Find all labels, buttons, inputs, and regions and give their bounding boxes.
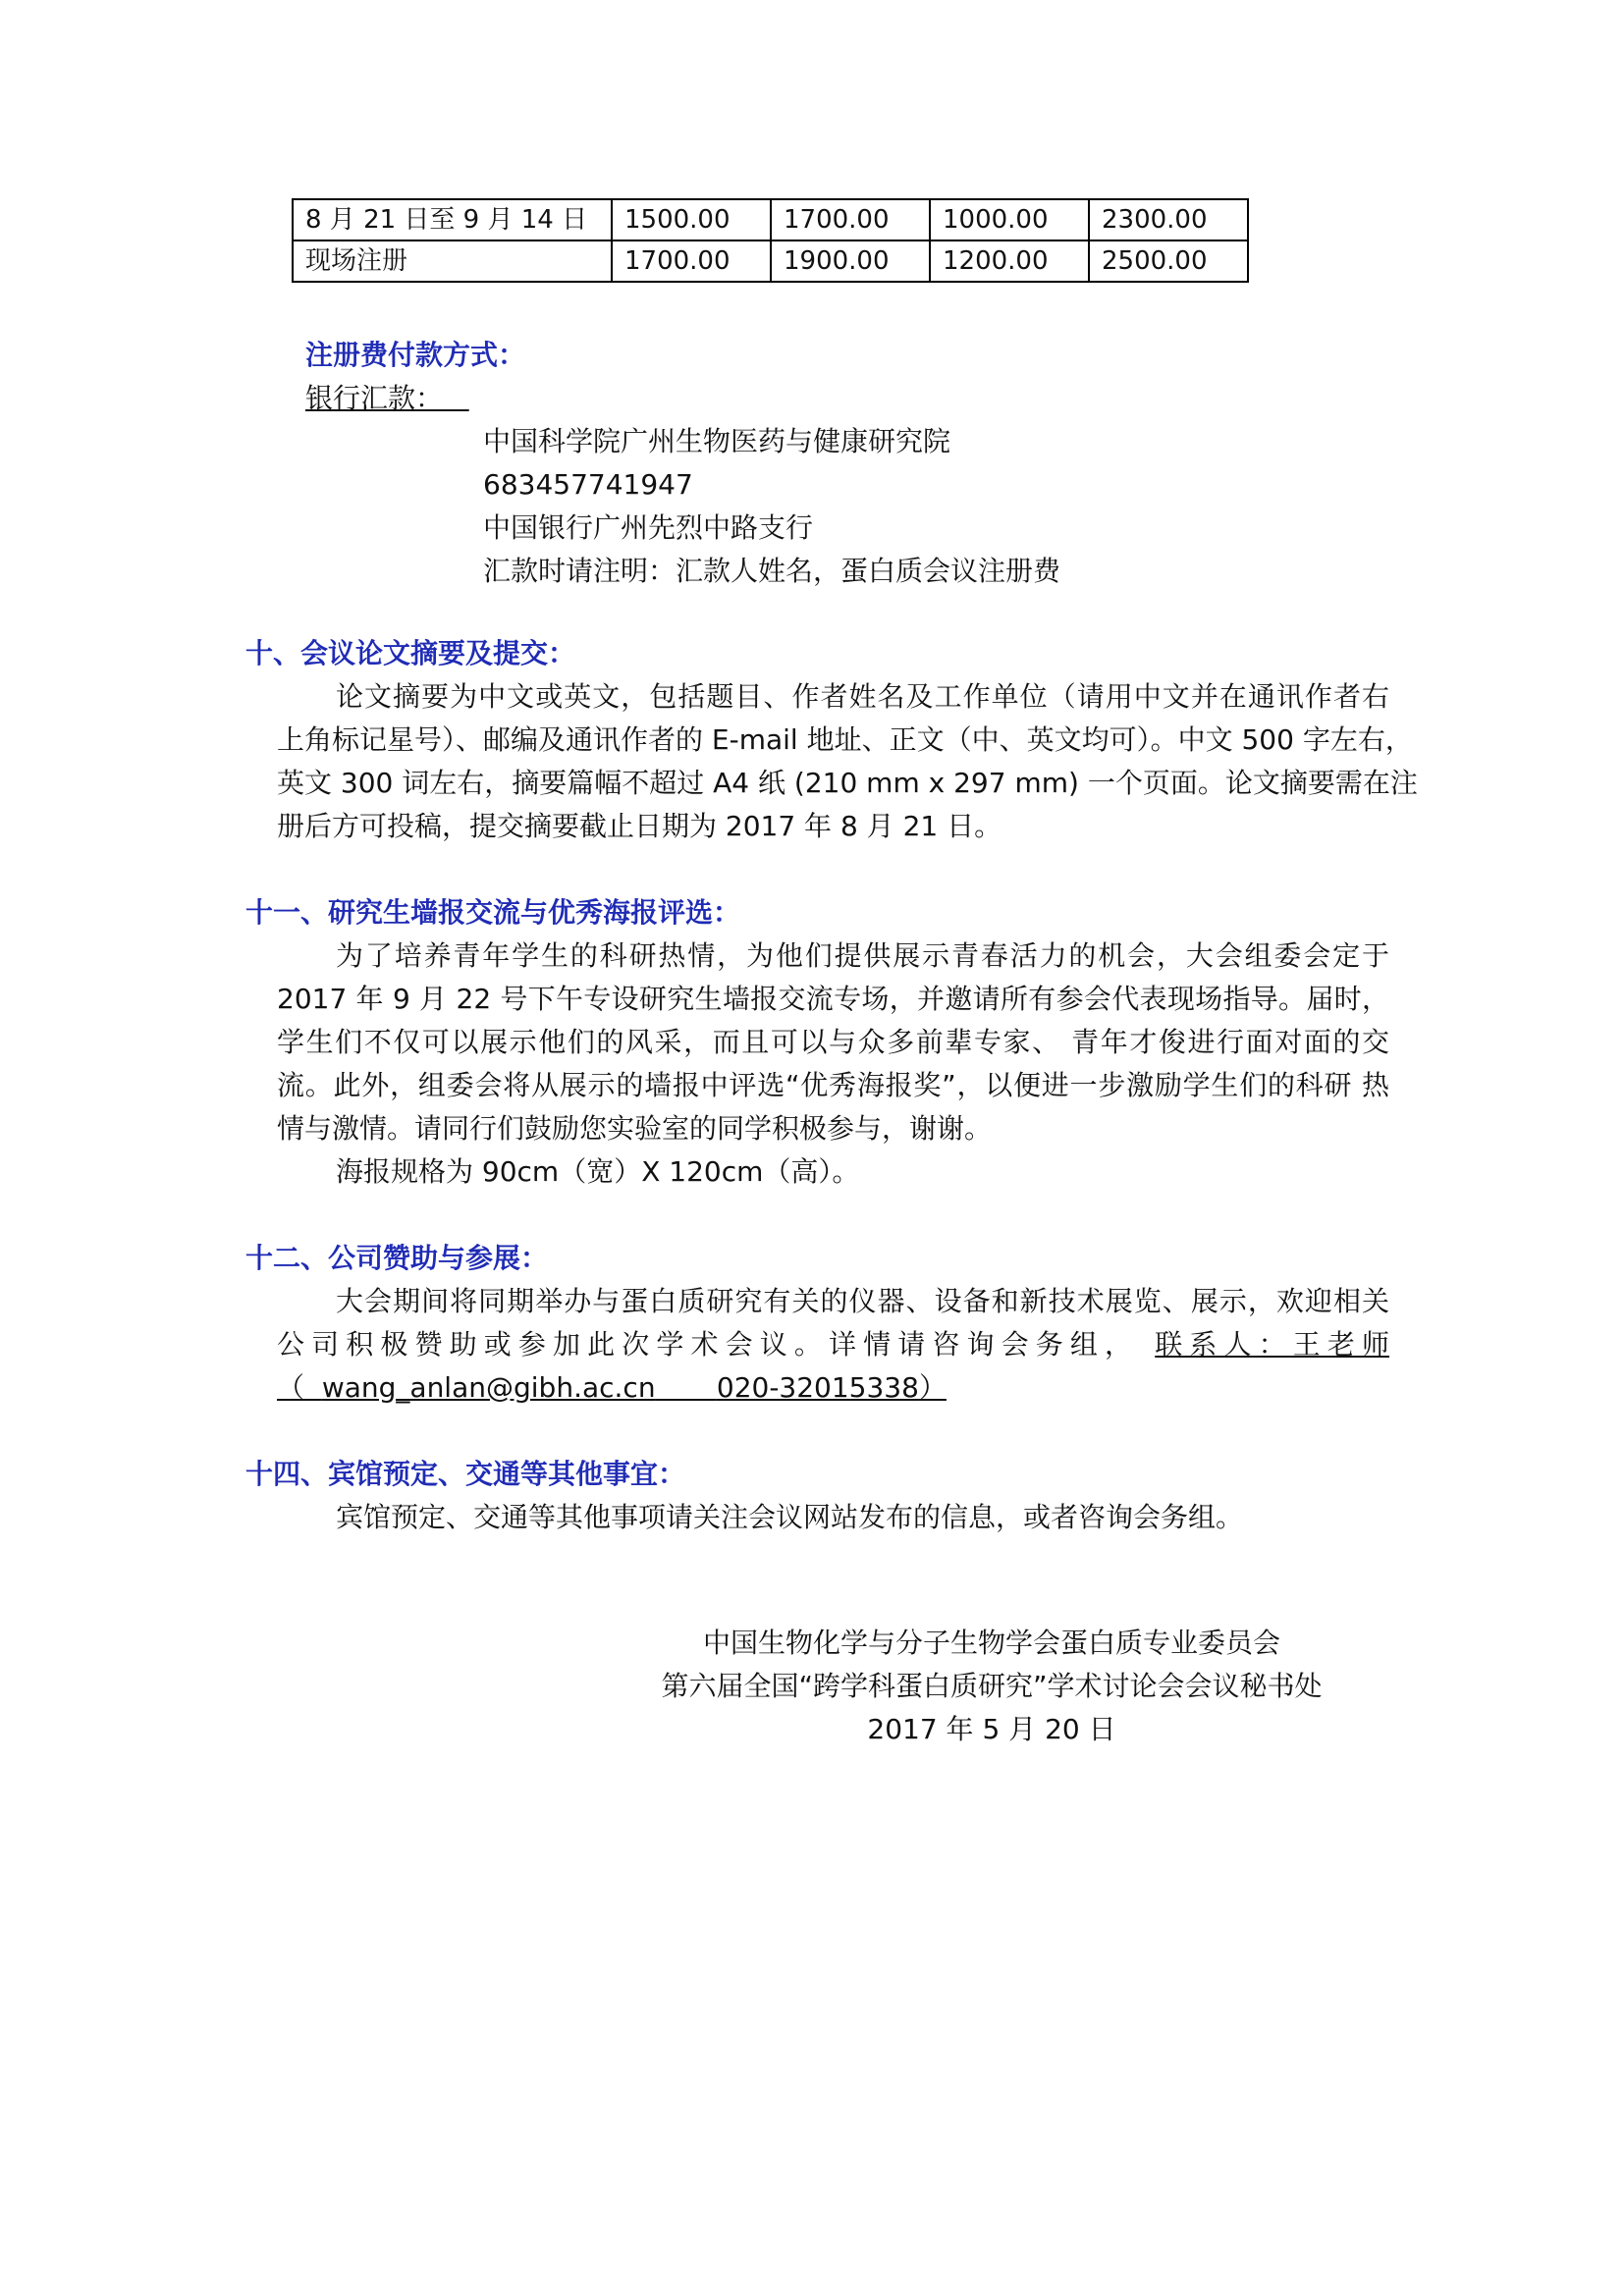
section-10-body xyxy=(277,675,1418,848)
paragraph-line: 情与激情。请同行们鼓励您实验室的同学积极参与，谢谢。 xyxy=(277,1112,993,1145)
sponsor-text: 公司积极赞助或参加此次学术会议。详情请咨询会务组， xyxy=(277,1328,1140,1361)
bank-account-number: 683457741947 xyxy=(483,468,693,501)
contact-person: 联系人：王老师 xyxy=(1155,1328,1389,1361)
signature-org-2: 第六届全国“跨学科蛋白质研究”学术讨论会会议秘书处 xyxy=(661,1670,1323,1702)
table-cell: 现场注册 xyxy=(293,240,612,282)
paragraph-line: 流。此外，组委会将从展示的墙报中评选“优秀海报奖”，以便进一步激励学生们的科研 热 xyxy=(277,1069,1389,1101)
paragraph-line: 为了培养青年学生的科研热情，为他们提供展示青春活力的机会，大会组委会定于 xyxy=(336,939,1389,972)
payment-method-text: 银行汇款： xyxy=(305,382,444,414)
contact-phone: 020-32015338 xyxy=(716,1371,919,1404)
table-cell: 1700.00 xyxy=(612,240,771,282)
registration-fee-table xyxy=(292,198,1249,283)
table-row xyxy=(293,199,1248,240)
contact-email: wang_anlan@gibh.ac.cn xyxy=(321,1371,656,1404)
table-cell: 1200.00 xyxy=(930,240,1089,282)
section-11-body xyxy=(277,934,1389,1194)
section-11-heading: 十一、研究生墙报交流与优秀海报评选： xyxy=(245,896,741,929)
signature-org-1: 中国生物化学与分子生物学会蛋白质专业委员会 xyxy=(702,1627,1280,1659)
paragraph-line: 英文 300 词左右，摘要篇幅不超过 A4 纸 (210 mm x 297 mm) 一个页面。论文摘要需在注 xyxy=(277,767,1418,799)
table-cell: 1900.00 xyxy=(771,240,930,282)
table-cell: 1700.00 xyxy=(771,199,930,240)
paragraph-line: 大会期间将同期举办与蛋白质研究有关的仪器、设备和新技术展览、展示，欢迎相关 xyxy=(336,1285,1389,1317)
section-12-body xyxy=(277,1280,1389,1410)
paragraph-line: 册后方可投稿，提交摘要截止日期为 2017 年 8 月 21 日。 xyxy=(277,810,1002,842)
table-cell: 2500.00 xyxy=(1089,240,1248,282)
section-12-heading: 十二、公司赞助与参展： xyxy=(245,1242,549,1274)
table-cell: 2300.00 xyxy=(1089,199,1248,240)
paragraph-line: 学生们不仅可以展示他们的风采，而且可以与众多前辈专家、 青年才俊进行面对面的交 xyxy=(277,1026,1389,1058)
paragraph-line: 论文摘要为中文或英文，包括题目、作者姓名及工作单位（请用中文并在通讯作者右 xyxy=(336,680,1389,713)
signature-date: 2017 年 5 月 20 日 xyxy=(867,1713,1116,1745)
paren-close: ） xyxy=(918,1371,947,1404)
bank-account-name: 中国科学院广州生物医药与健康研究院 xyxy=(483,425,951,457)
poster-spec: 海报规格为 90cm（宽）X 120cm（高）。 xyxy=(336,1155,860,1188)
table-cell: 1000.00 xyxy=(930,199,1089,240)
bank-branch: 中国银行广州先烈中路支行 xyxy=(483,511,814,544)
table-row xyxy=(293,240,1248,282)
remittance-note: 汇款时请注明：汇款人姓名，蛋白质会议注册费 xyxy=(483,555,1061,587)
table-cell: 8 月 21 日至 9 月 14 日 xyxy=(293,199,612,240)
paragraph-line xyxy=(277,1323,1389,1366)
paragraph-line: 上角标记星号）、邮编及通讯作者的 E-mail 地址、正文（中、英文均可）。中文 500 字左右， xyxy=(277,723,1413,756)
table-cell: 1500.00 xyxy=(612,199,771,240)
section-14-body: 宾馆预定、交通等其他事项请关注会议网站发布的信息，或者咨询会务组。 xyxy=(336,1501,1244,1533)
section-10-heading: 十、会议论文摘要及提交： xyxy=(245,637,576,669)
paragraph-line: 2017 年 9 月 22 号下午专设研究生墙报交流专场，并邀请所有参会代表现场指导。届时， xyxy=(277,983,1389,1015)
section-14-heading: 十四、宾馆预定、交通等其他事宜： xyxy=(245,1458,686,1490)
payment-heading: 注册费付款方式： xyxy=(305,339,526,371)
contact-details xyxy=(277,1366,1389,1410)
paren-open: （ xyxy=(277,1371,305,1404)
payment-method-label xyxy=(305,382,469,414)
payment-method xyxy=(305,377,469,420)
